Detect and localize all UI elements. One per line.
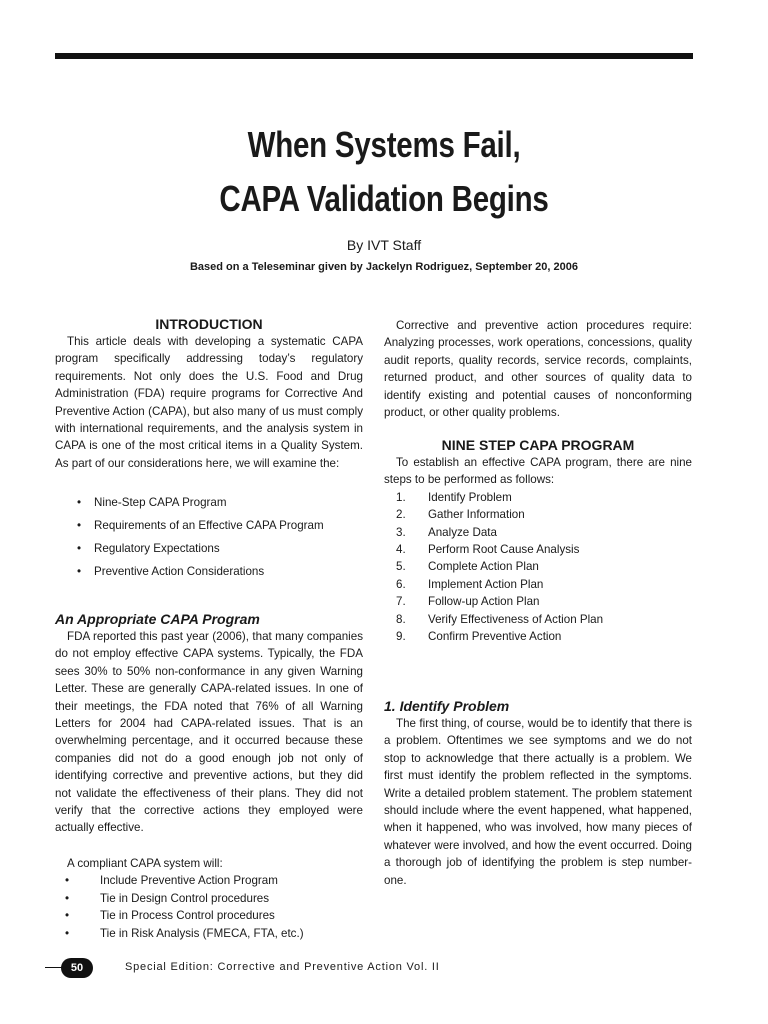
list-item: • Regulatory Expectations [77,542,220,555]
list-item: 3. Analyze Data [396,525,497,539]
program-paragraph: FDA reported this past year (2006), that many companies do not employ effective CAPA systems. Typically, the FDA sees 30% to 50% non-conformance in any given Warning Letter. These are generally CAPA-related issues. In one of their meetings, the FDA noted that 76% of all Warning Letters for 2004 had CAPA-related issues. That is an overwhelming percentage, and it occurred because these companies did not do a good enough job not only of identifying corrective and preventive actions, but they did not validate the effectiveness of their plans. They did not verify that the corrective actions they employed were actually effective. [55,630,363,835]
opening-paragraph: Corrective and preventive action procedures require: Analyzing processes, work operations, concessions, quality audit reports, quality records, service records, complaints, returned product, and other sources of quality data to identify existing and potential causes of nonconforming product, or other quality problems. [384,319,692,420]
nine-step-heading: NINE STEP CAPA PROGRAM [441,437,635,453]
nine-step-intro: To establish an effective CAPA program, there are nine steps to be performed as follows: [384,456,692,487]
title-line-2: CAPA Validation Begins [219,178,549,219]
list-item: 7. Follow-up Action Plan [396,595,540,609]
left-column [55,315,363,472]
identify-paragraph: The first thing, of course, would be to identify that there is a problem. Oftentimes we see symptoms and we do not stop to acknowledge that there actually is a problem. We first must identify the problem reflected in the symptoms. Write a detailed problem statement. The problem statement should include where the event happened, what happened, when it happened, who was involved, how many pieces of whatever were involved, and how the event occurred. Doing a thorough job of identifying the problem is step number-one. [384,717,692,887]
page-footer [45,957,695,979]
byline: By IVT Staff [346,237,422,253]
program-section [55,610,363,837]
intro-heading: INTRODUCTION [155,316,263,332]
publication-name: Special Edition: Corrective and Preventive Action Vol. II [125,961,440,973]
list-item: • Nine-Step CAPA Program [77,496,227,509]
list-item: 8. Verify Effectiveness of Action Plan [396,612,604,626]
list-item: 4. Perform Root Cause Analysis [396,543,580,557]
program-heading: An Appropriate CAPA Program [55,611,260,627]
compliant-section [55,855,363,942]
title-line-1: When Systems Fail, [247,124,521,165]
identify-heading: 1. Identify Problem [384,698,510,714]
list-item: 1. Identify Problem [396,490,512,504]
intro-bullet-list [55,491,363,583]
top-rule [55,53,693,59]
list-item: • Tie in Process Control procedures [65,909,275,923]
list-item: 5. Complete Action Plan [396,560,539,574]
list-item: 9. Confirm Preventive Action [396,630,562,644]
identify-section [384,697,692,889]
intro-paragraph: This article deals with developing a systematic CAPA program specifically addressing today’s regulatory requirements. Not only does the U.S. Food and Drug Administration (FDA) require programs for Corrective And Preventive Action (CAPA), but also many of us must comply with international requirements, and the analysis system in CAPA is one of the most critical items in a Quality System. As part of our considerations here, we will examine the: [55,335,363,470]
step-list [384,489,692,646]
page-number: 50 [61,958,93,978]
compliant-intro: A compliant CAPA system will: [67,857,223,870]
subline: Based on a Teleseminar given by Jackelyn Rodriguez, September 20, 2006 [189,261,578,273]
list-item: 2. Gather Information [396,508,525,522]
list-item: • Include Preventive Action Program [65,874,278,888]
right-opening [384,317,692,421]
article-title [69,118,699,226]
list-item: • Requirements of an Effective CAPA Program [77,519,324,532]
list-item: • Preventive Action Considerations [77,565,265,578]
nine-step-section [384,436,692,645]
list-item: • Tie in Design Control procedures [65,891,270,905]
list-item: • Tie in Risk Analysis (FMECA, FTA, etc.) [65,926,304,940]
list-item: 6. Implement Action Plan [396,577,544,591]
